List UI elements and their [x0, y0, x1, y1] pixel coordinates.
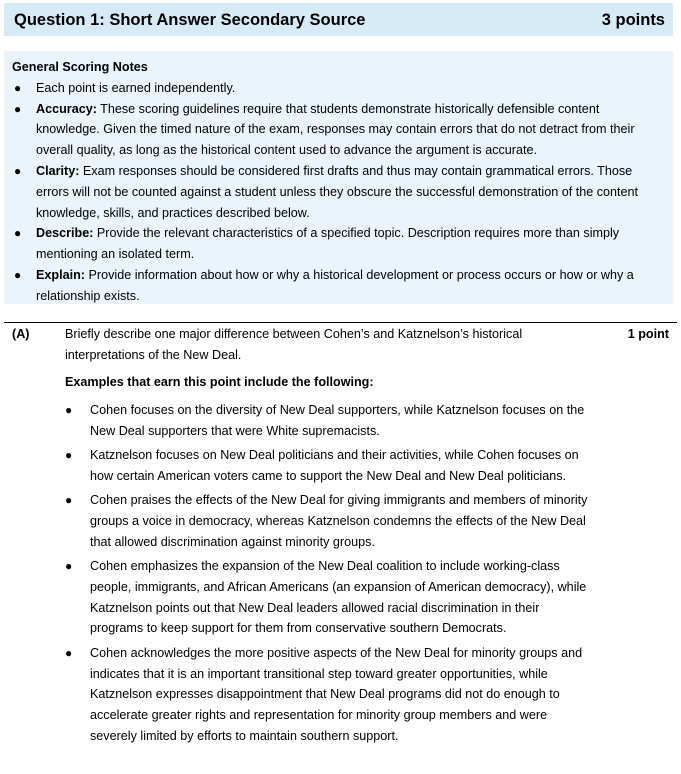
bullet-icon: ● — [14, 101, 22, 116]
note-term: Clarity: — [36, 163, 80, 178]
bullet-icon: ● — [65, 493, 73, 508]
note-term: Explain: — [36, 267, 85, 282]
note-term: Describe: — [36, 226, 94, 241]
scoring-notes-list — [12, 78, 665, 307]
note-text: Provide information about how or why a historical development or process occurs or how or why a relationship exists. — [36, 267, 634, 303]
examples-heading: Examples that earn this point include the following: — [65, 375, 374, 389]
example-text: Cohen emphasizes the expansion of the New Deal coalition to include working-class people, immigrants, and African Americans (an expansion of American democracy), while Katznelson points out that New Deal leaders allowed racial discrimination in their programs to keep support for them from conservative southern Democrats. — [90, 559, 587, 636]
scoring-notes-heading: General Scoring Notes — [12, 60, 148, 74]
example-item — [65, 400, 595, 442]
scoring-note-item — [12, 78, 665, 99]
example-item — [65, 445, 595, 487]
note-text: Exam responses should be considered first drafts and thus may contain grammatical errors. Those errors will not be counted against a student unless they obscure the successful demonstration of the content knowledge, skills, and practices described below. — [36, 163, 639, 220]
bullet-icon: ● — [14, 80, 22, 95]
example-text: Cohen praises the effects of the New Deal for giving immigrants and members of minority groups a voice in democracy, whereas Katznelson condemns the effects of the New Deal that allowed discrimination against minority groups. — [90, 493, 588, 549]
bullet-icon: ● — [14, 226, 22, 241]
section-divider — [4, 322, 677, 323]
scoring-note-item — [12, 223, 665, 265]
examples-list — [65, 400, 595, 750]
bullet-icon: ● — [65, 559, 73, 574]
part-a-question: Briefly describe one major difference between Cohen’s and Katznelson’s historical interpretations of the New Deal. — [65, 327, 523, 362]
bullet-icon: ● — [65, 448, 73, 463]
scoring-note-item — [12, 265, 665, 307]
example-text: Cohen focuses on the diversity of New Deal supporters, while Katznelson focuses on the New Deal supporters that were White supremacists. — [90, 403, 585, 438]
scoring-note-item — [12, 161, 665, 223]
question-title: Question 1: Short Answer Secondary Source — [14, 10, 366, 29]
part-a-label: (A) — [12, 327, 30, 341]
note-text: Provide the relevant characteristics of a specified topic. Description requires more than simply mentioning an isolated term. — [36, 226, 620, 262]
example-item — [65, 643, 595, 747]
note-text: Each point is earned independently. — [36, 80, 236, 95]
scoring-note-item — [12, 99, 665, 161]
general-scoring-notes — [4, 51, 673, 304]
example-text: Cohen acknowledges the more positive aspects of the New Deal for minority groups and indicates that it is an important transitional step toward greater opportunities, while Katznelson expresses disappointment that New Deal programs did not do enough to accelerate greater rights and representation for minority group members and were severely limited by efforts to maintain southern support. — [90, 645, 583, 743]
example-item — [65, 490, 595, 552]
bullet-icon: ● — [65, 645, 73, 660]
question-header — [4, 3, 673, 36]
bullet-icon: ● — [14, 163, 22, 178]
example-text: Katznelson focuses on New Deal politicians and their activities, while Cohen focuses on how certain American voters came to support the New Deal and New Deal politicians. — [90, 448, 579, 483]
part-a-points: 1 point — [627, 327, 669, 341]
example-item — [65, 556, 595, 639]
note-term: Accuracy: — [36, 101, 97, 116]
question-points: 3 points — [601, 10, 665, 29]
bullet-icon: ● — [14, 267, 22, 282]
bullet-icon: ● — [65, 403, 73, 417]
note-text: These scoring guidelines require that students demonstrate historically defensible content knowledge. Given the timed nature of the exam, responses may contain errors that do not detract from their overall quality, as long as the historical content used to advance the argument is accurate. — [36, 101, 635, 158]
